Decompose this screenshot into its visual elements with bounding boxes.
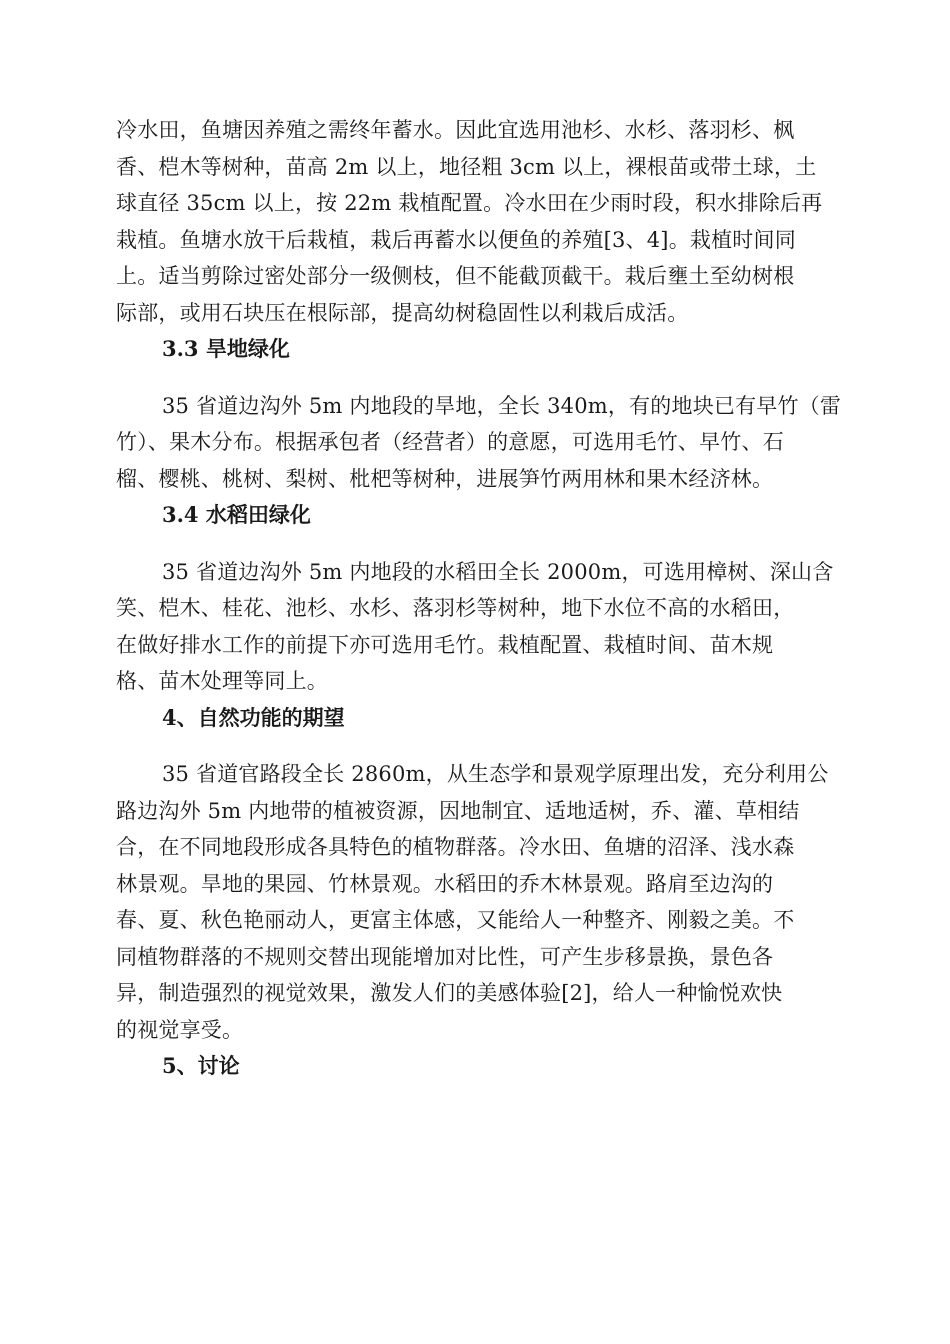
text-line: 林景观。旱地的果园、竹林景观。水稻田的乔木林景观。路肩至边沟的 [116,871,774,896]
text-line: 35 省道边沟外 5m 内地段的旱地，全长 340m，有的地块已有早竹（雷 [162,393,842,418]
text-line: 榴、樱桃、桃树、梨树、枇杷等树种，进展笋竹两用林和果木经济林。 [116,466,774,491]
text-line: 35 省道边沟外 5m 内地段的水稻田全长 2000m，可选用樟树、深山含 [162,559,834,584]
paragraph-paddy-field [116,554,834,700]
section-heading-3-3: 3.3 旱地绿化 [162,336,290,361]
text-line: 异，制造强烈的视觉效果，激发人们的美感体验[2]，给人一种愉悦欢快 [116,981,783,1005]
text-line: 路边沟外 5m 内地带的植被资源，因地制宜、适地适树，乔、灌、草相结 [116,798,800,823]
text-line: 际部，或用石块压在根际部，提高幼树稳固性以利栽后成活。 [116,300,689,325]
document-page [116,112,842,1085]
text-line: 在做好排水工作的前提下亦可选用毛竹。栽植配置、栽植时间、苗木规 [116,632,774,657]
text-line: 春、夏、秋色艳丽动人，更富主体感，又能给人一种整齐、刚毅之美。不 [116,908,795,932]
text-line: 同植物群落的不规则交替出现能增加对比性，可产生步移景换，景色各 [116,944,774,969]
text-line: 香、桤木等树种，苗高 2m 以上，地径粗 3cm 以上，裸根苗或带土球，土 [116,154,817,179]
section-heading-5: 5、讨论 [162,1053,240,1078]
section-heading-3-4: 3.4 水稻田绿化 [162,502,311,527]
text-line: 合，在不同地段形成各具特色的植物群落。冷水田、鱼塘的沼泽、浅水森 [116,835,795,859]
text-line: 竹）、果木分布。根据承包者（经营者）的意愿，可选用毛竹、早竹、石 [116,430,784,454]
text-line: 冷水田，鱼塘因养殖之需终年蓄水。因此宜选用池杉、水杉、落羽杉、枫 [116,118,795,142]
text-line: 笑、桤木、桂花、池杉、水杉、落羽杉等树种，地下水位不高的水稻田， [116,596,795,620]
text-line: 的视觉享受。 [116,1017,244,1042]
text-line: 球直径 35cm 以上，按 22m 栽植配置。冷水田在少雨时段，积水排除后再 [116,191,823,215]
section-heading-4: 4、自然功能的期望 [162,704,345,730]
text-line: 格、苗木处理等同上。 [116,669,328,693]
text-line: 35 省道官路段全长 2860m，从生态学和景观学原理出发，充分利用公 [162,762,829,786]
paragraph-cold-water-field [116,112,834,331]
text-line: 栽植。鱼塘水放干后栽植，栽后再蓄水以便鱼的养殖[3、4]。栽植时间同 [116,227,796,252]
paragraph-dryland [116,388,842,498]
paragraph-natural-function [116,756,834,1048]
text-line: 上。适当剪除过密处部分一级侧枝，但不能截顶截干。栽后壅土至幼树根 [116,264,795,288]
